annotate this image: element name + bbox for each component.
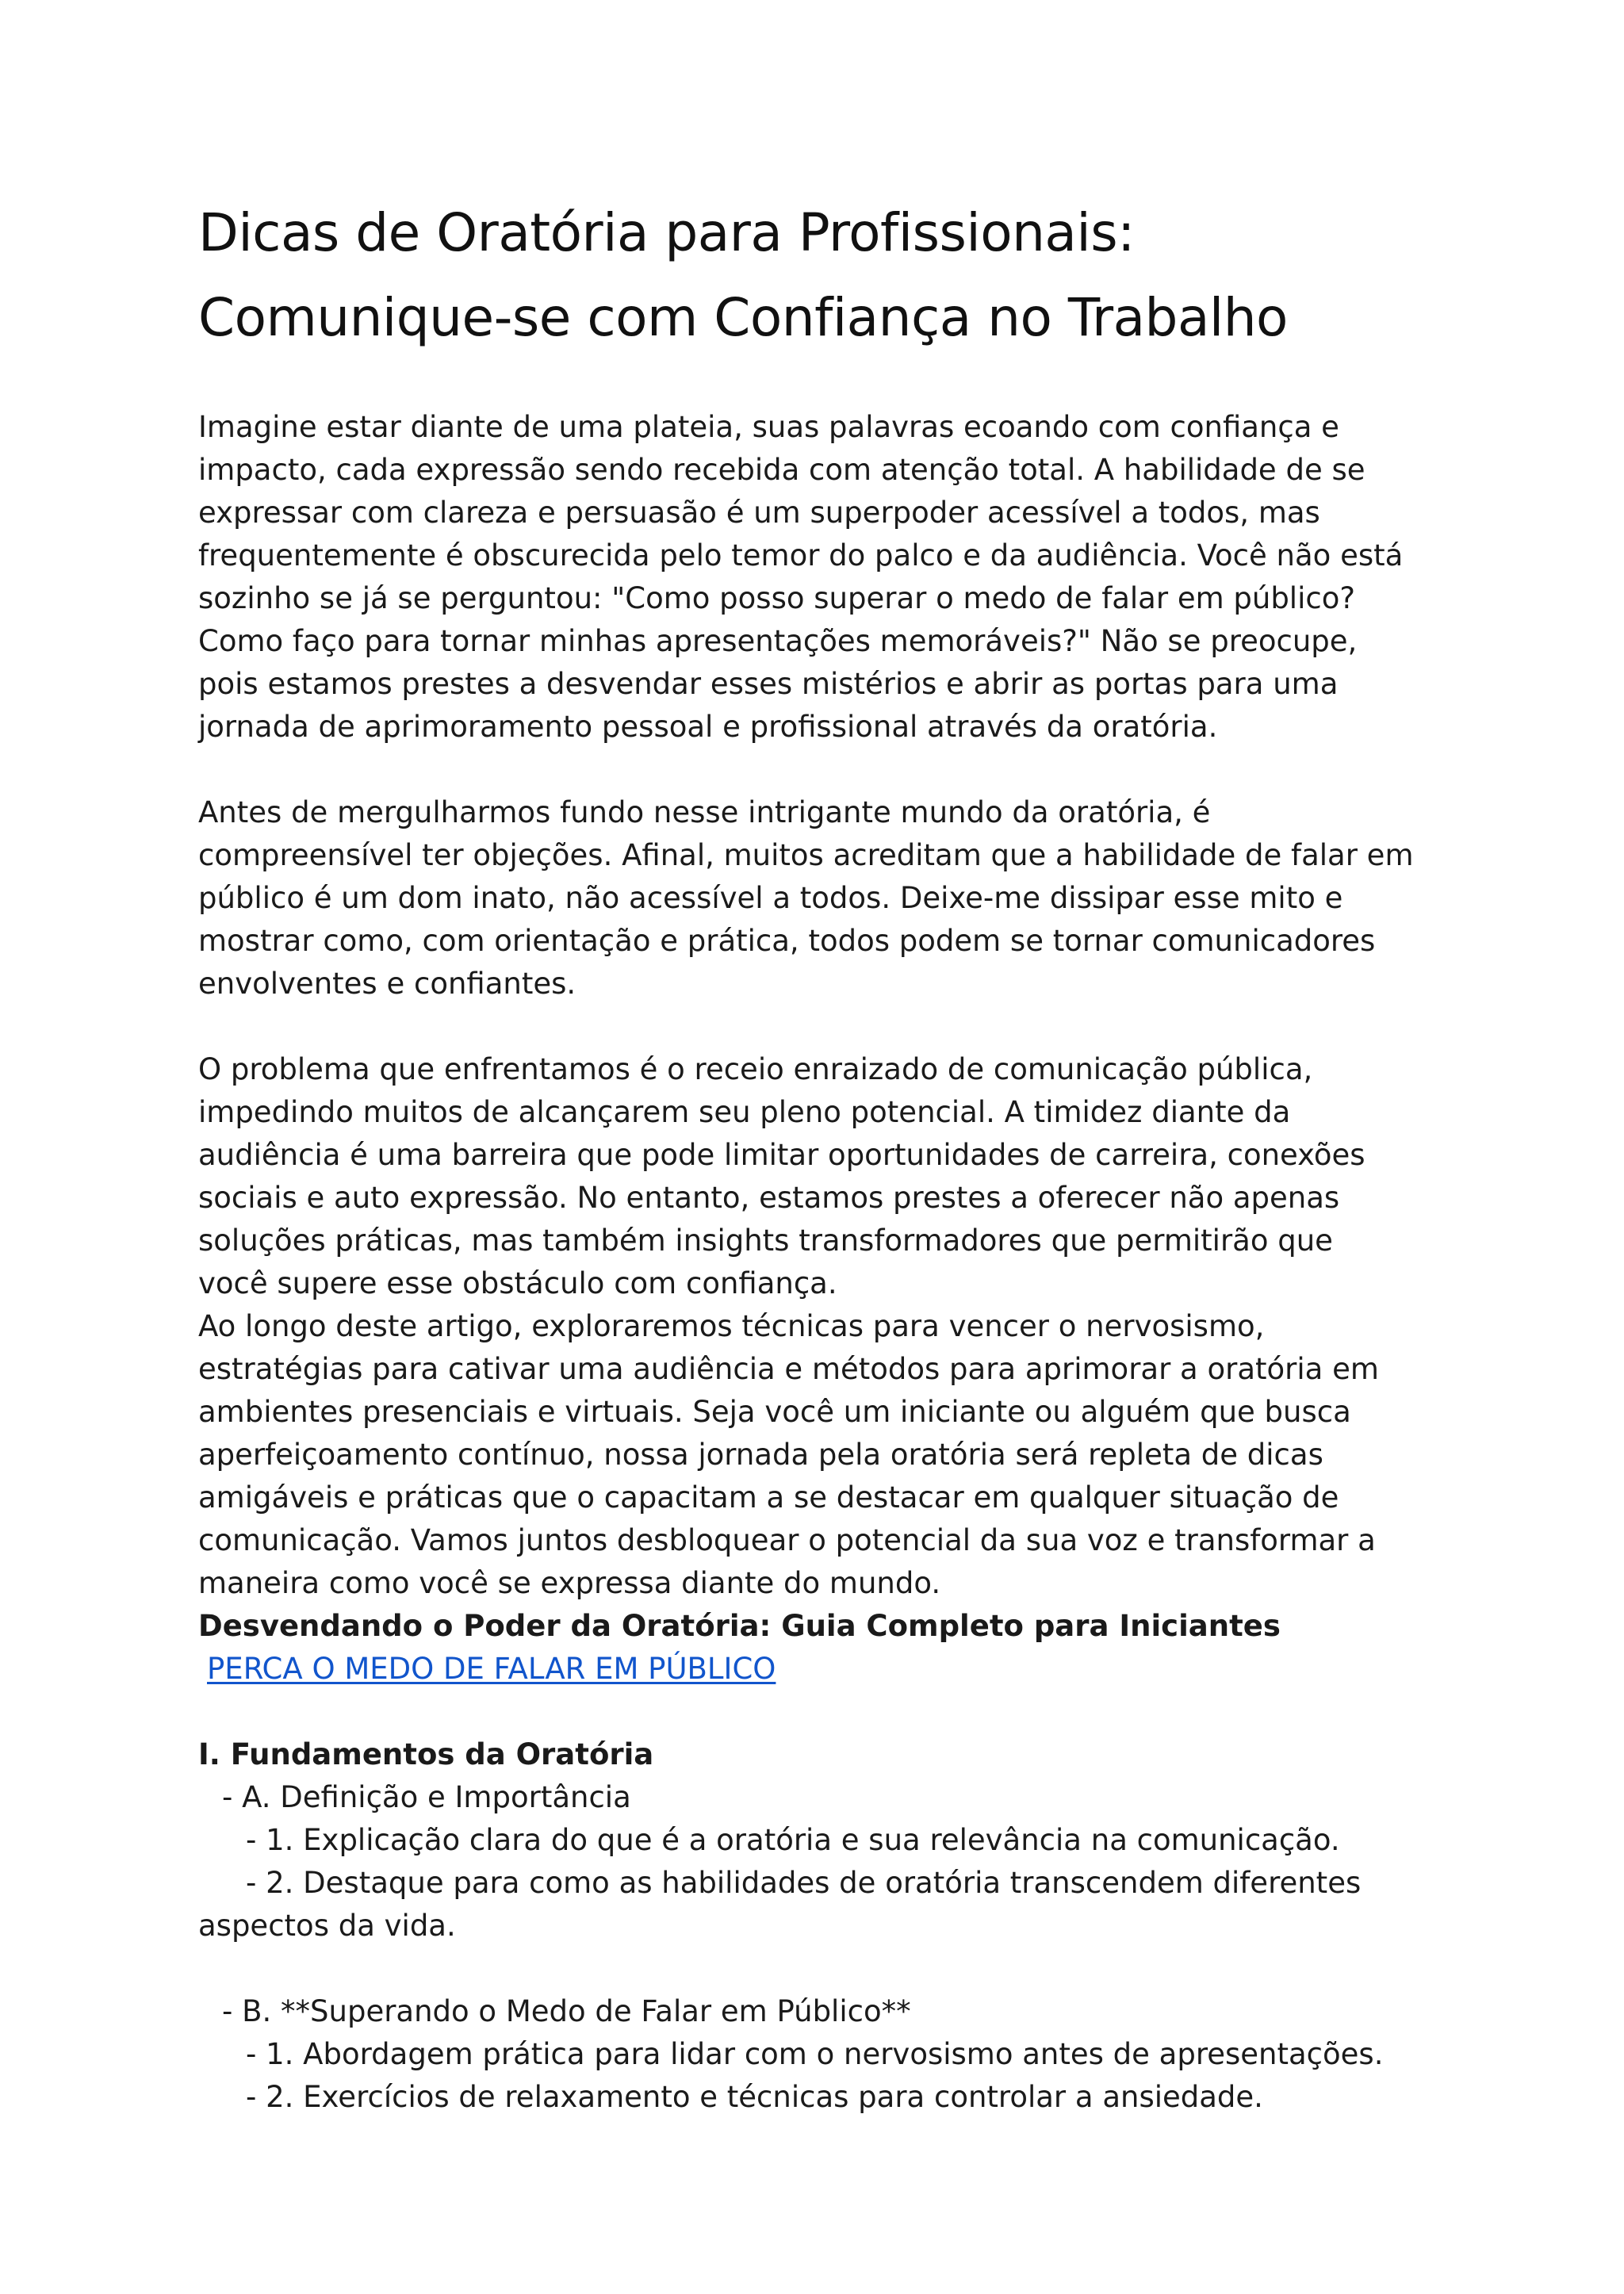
document-body xyxy=(198,406,1443,2119)
text-line: maneira como você se expressa diante do mundo. xyxy=(198,1566,941,1600)
text-line: estratégias para cativar uma audiência e métodos para aprimorar a oratória em xyxy=(198,1352,1379,1386)
intro-paragraph xyxy=(198,406,1443,749)
text-line: O problema que enfrentamos é o receio enraizado de comunicação pública, xyxy=(198,1052,1313,1086)
objections-paragraph xyxy=(198,791,1443,1005)
text-line: ambientes presenciais e virtuais. Seja você um iniciante ou alguém que busca xyxy=(198,1395,1351,1429)
outline-item-a: - A. Definição e Importância xyxy=(222,1780,631,1814)
text-line: público é um dom inato, não acessível a todos. Deixe-me dissipar esse mito e xyxy=(198,881,1343,915)
text-line: soluções práticas, mas também insights transformadores que permitirão que xyxy=(198,1224,1333,1258)
text-line: jornada de aprimoramento pessoal e profissional através da oratória. xyxy=(198,710,1218,744)
text-line: impedindo muitos de alcançarem seu pleno potencial. A timidez diante da xyxy=(198,1095,1291,1129)
text-line: envolventes e confiantes. xyxy=(198,967,576,1001)
document-title xyxy=(198,190,1443,360)
text-line: mostrar como, com orientação e prática, todos podem se tornar comunicadores xyxy=(198,924,1376,958)
text-line: audiência é uma barreira que pode limitar oportunidades de carreira, conexões xyxy=(198,1138,1365,1172)
outline-subitem-continuation: aspectos da vida. xyxy=(198,1909,456,1943)
text-line: Imagine estar diante de uma plateia, suas palavras ecoando com confiança e xyxy=(198,410,1339,444)
title-line: Dicas de Oratória para Profissionais: xyxy=(198,202,1135,263)
text-line: Como faço para tornar minhas apresentações memoráveis?" Não se preocupe, xyxy=(198,624,1358,658)
text-line: sozinho se já se perguntou: "Como posso superar o medo de falar em público? xyxy=(198,581,1355,615)
guide-subheading: Desvendando o Poder da Oratória: Guia Completo para Iniciantes xyxy=(198,1609,1281,1643)
spacer xyxy=(198,749,1443,791)
text-line: você supere esse obstáculo com confiança. xyxy=(198,1266,837,1300)
text-line: expressar com clareza e persuasão é um superpoder acessível a todos, mas xyxy=(198,496,1320,530)
text-line: impacto, cada expressão sendo recebida com atenção total. A habilidade de se xyxy=(198,453,1365,487)
spacer xyxy=(198,1005,1443,1048)
article-overview-paragraph xyxy=(198,1305,1443,1605)
outline-item-b: - B. **Superando o Medo de Falar em Público** xyxy=(222,1994,911,2028)
text-line: pois estamos prestes a desvendar esses mistérios e abrir as portas para uma xyxy=(198,667,1339,701)
text-line: compreensível ter objeções. Afinal, muitos acreditam que a habilidade de falar em xyxy=(198,838,1414,872)
spacer xyxy=(198,360,1443,406)
text-line: comunicação. Vamos juntos desbloquear o potencial da sua voz e transformar a xyxy=(198,1523,1376,1557)
text-line: sociais e auto expressão. No entanto, estamos prestes a oferecer não apenas xyxy=(198,1181,1340,1215)
text-line: aperfeiçoamento contínuo, nossa jornada pela oratória será repleta de dicas xyxy=(198,1438,1323,1472)
problem-paragraph xyxy=(198,1048,1443,1305)
outline-subitem: - 1. Abordagem prática para lidar com o nervosismo antes de apresentações. xyxy=(246,2037,1384,2071)
text-line: frequentemente é obscurecida pelo temor do palco e da audiência. Você não está xyxy=(198,538,1404,573)
outline-subitem: - 1. Explicação clara do que é a oratória e sua relevância na comunicação. xyxy=(246,1823,1340,1857)
text-line: Antes de mergulharmos fundo nesse intrigante mundo da oratória, é xyxy=(198,795,1211,829)
document-page xyxy=(198,190,1443,2119)
outline-subitem: - 2. Destaque para como as habilidades de oratória transcendem diferentes xyxy=(246,1866,1362,1900)
link-line xyxy=(198,1648,1443,1691)
fear-of-public-speaking-link[interactable]: PERCA O MEDO DE FALAR EM PÚBLICO xyxy=(207,1652,776,1686)
title-line: Comunique-se com Confiança no Trabalho xyxy=(198,287,1288,348)
spacer xyxy=(198,1691,1443,1733)
spacer xyxy=(198,1947,1443,1990)
text-line: amigáveis e práticas que o capacitam a se destacar em qualquer situação de xyxy=(198,1480,1339,1515)
outline-subitem: - 2. Exercícios de relaxamento e técnicas para controlar a ansiedade. xyxy=(246,2080,1263,2114)
section-heading: I. Fundamentos da Oratória xyxy=(198,1737,654,1771)
text-line: Ao longo deste artigo, exploraremos técnicas para vencer o nervosismo, xyxy=(198,1309,1265,1343)
